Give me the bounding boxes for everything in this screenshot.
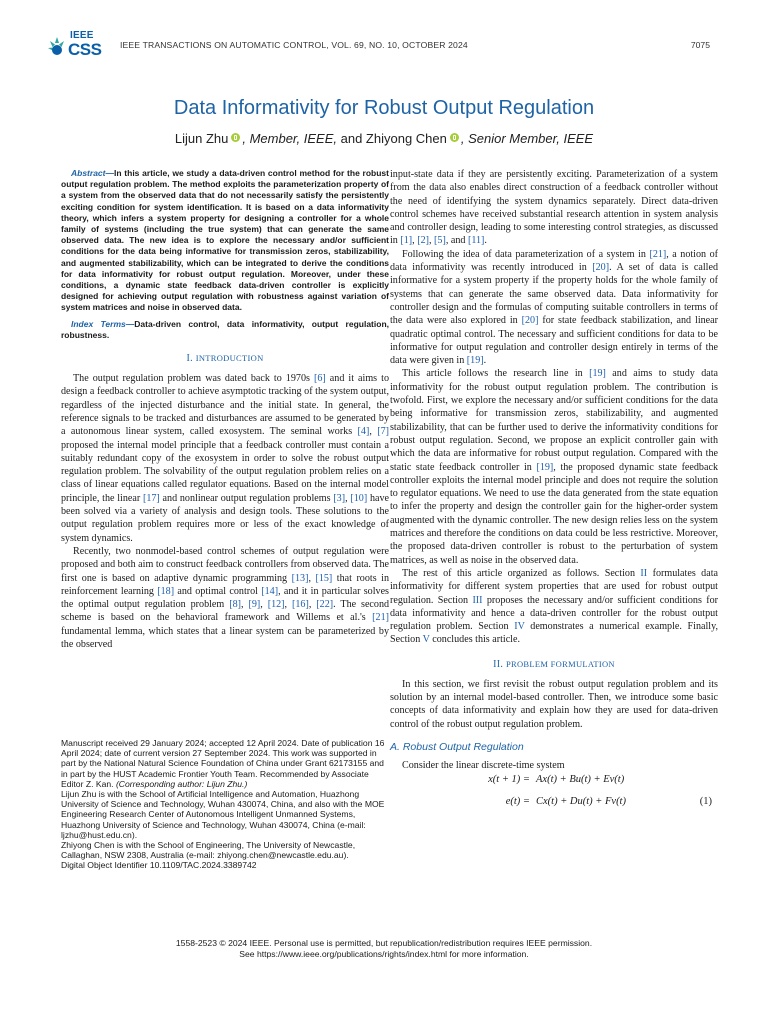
citation-link[interactable]: [21] <box>649 248 667 260</box>
abstract-text: In this article, we study a data-driven control method for the robust output regulation problem. The method exploits the parameterization property of a system from the observed data that do not necessarily satisfy the persistently exciting condition for system identification. It is based on a data informativity theory, which infers a system property for designing a controller for a whole family of systems (including the true system) that can generate the same observed data. The new idea is to explore the necessary and/or sufficient conditions for the data being informative for transmission zeros, stabilizability, and augmented stabilizability, which can be integrated to derive the conditions for data informativity for robust output regulation. Moreover, under these conditions, a dynamic state feedback data-driven controller is explicitly designed for achieving output regulation with robustness against variation of system matrices and noise in observed data. <box>61 168 389 313</box>
text: Recently, two nonmodel-based control schemes of output regulation were proposed and both aim to construct feedback controllers from observed data. The first one is based on adaptive dynamic programming <box>61 545 389 584</box>
text: Manuscript received 29 January 2024; accepted 12 April 2024. Date of publication 16 April 2024; date of current version 27 September 2024. This work was supported in part by the National Natural Science Foundation of China under Grant 62173155 and in part by the HUST Academic Frontier Youth Team. Recommended by Associate Editor Z. Kan. <box>61 738 385 789</box>
index-terms-text: Data-driven control, data informativity, output regulation, robustness. <box>61 318 389 340</box>
text: , <box>345 492 351 504</box>
citation-link[interactable]: [21] <box>372 612 389 624</box>
abstract <box>61 168 389 314</box>
subsection-paragraph: Consider the linear discrete-time system <box>402 759 565 771</box>
citation-link[interactable]: [19] <box>536 461 554 473</box>
intro-paragraph-5 <box>390 567 718 647</box>
text: The rest of this article organized as follows. Section <box>402 567 641 579</box>
equation-rhs: Cx(t) + Du(t) + Fv(t) <box>536 796 626 808</box>
equation-lhs: x(t + 1) = <box>488 774 530 786</box>
citation-link[interactable]: [5] <box>434 235 446 247</box>
text: , <box>260 599 268 611</box>
left-column <box>61 168 389 651</box>
citation-link[interactable]: [14] <box>261 585 279 597</box>
citation-link[interactable]: [16] <box>292 599 309 611</box>
text: concludes this article. <box>429 634 520 646</box>
orcid-icon[interactable] <box>231 133 240 142</box>
citation-link[interactable]: [4] <box>357 426 370 438</box>
author-2-name: and Zhiyong Chen <box>337 131 447 146</box>
citation-link[interactable]: [13] <box>291 572 309 584</box>
subsection-heading: A. Robust Output Regulation <box>390 740 524 753</box>
first-page-footnote <box>61 738 389 871</box>
citation-link[interactable]: [22] <box>316 599 334 611</box>
citation-link[interactable]: [10] <box>350 492 368 504</box>
copyright-footer <box>0 938 768 960</box>
citation-link[interactable]: [19] <box>589 368 606 380</box>
citation-link[interactable]: [11] <box>467 235 485 247</box>
copyright-line: 1558-2523 © 2024 IEEE. Personal use is permitted, but republication/redistribution requires IEEE permission. <box>175 938 593 948</box>
text: The output regulation problem was dated back to 1970s <box>73 373 314 385</box>
section-title: PROBLEM FORMULATION <box>505 658 615 669</box>
section-heading-introduction <box>61 353 389 364</box>
footnote-affiliation-2: Zhiyong Chen is with the School of Engineering, The University of Newcastle, Callaghan, NSW 2308, Australia (e-mail: zhiyong.chen@newcastle.edu.au). <box>61 840 356 861</box>
index-terms-lead: Index Terms— <box>71 318 135 329</box>
section-number: II. <box>493 658 506 670</box>
text: . <box>483 355 487 367</box>
text: input-state data if they are persistently exciting. Parameterization of a system from the data also enables direct construction of a feedback controller without the need of identifying the system dynamics separately. Direct data-driven control schemes have received substantial research attention in system analysis and controller design, leading to some interesting control strategies, as discussed in <box>390 169 718 247</box>
intro-paragraph-4 <box>390 367 718 566</box>
author-2-role: , Senior Member, IEEE <box>460 131 594 146</box>
citation-link[interactable]: [9] <box>248 599 261 611</box>
citation-link[interactable]: [7] <box>377 426 390 438</box>
section-title: INTRODUCTION <box>195 353 264 364</box>
text: , the proposed dynamic state feedback controller exploits the internal model principle and does not require the solution to regulator equations. We need to use the data generated from the state equation to infer the property and design the controller gain for the higher-order system augmented with the dynamic controller. The new design relies less on the system matrices and therefore the conditions on data could be less restrictive. Moreover, the proposed data-driven controller is robust to the perturbation of system matrices, as well as noise in the observed data. <box>390 461 718 566</box>
page-header <box>46 28 718 62</box>
equation-rhs: Ax(t) + Bu(t) + Ev(t) <box>536 774 625 786</box>
text: and it aims to design a feedback controller to achieve asymptotic tracking of the system output, regardless of the injected disturbance and the initial state. In general, the reference signals to be tracked and disturbances are assumed to be generated by a autonomous linear system, called exosystem. The seminal works <box>61 373 389 438</box>
logo-ieee-text: IEEE <box>70 30 94 41</box>
paper-title: Data Informativity for Robust Output Regulation <box>173 97 595 119</box>
section-number: I. <box>186 353 196 365</box>
citation-link[interactable]: [2] <box>417 235 429 247</box>
text: This article follows the research line in <box>402 368 590 380</box>
text: , <box>308 599 317 611</box>
section-link[interactable]: III <box>472 594 483 606</box>
text: demonstrates a numerical example. Finally, Section <box>390 621 718 646</box>
text: , <box>240 599 249 611</box>
orcid-icon[interactable] <box>450 133 459 142</box>
index-terms <box>61 319 389 341</box>
logo-css-text: CSS <box>68 40 102 59</box>
text: , a notion of data informativity was recently introduced in <box>390 248 718 274</box>
section2-paragraph: In this section, we first revisit the robust output regulation problem and its solution by an internal model-based controller. Then, we introduce some basic concepts of data informativity and explain how they are used for data-driven control of the robust output regulation problem. <box>390 678 718 730</box>
author-1-role: , Member, IEEE, <box>242 131 338 146</box>
section-link[interactable]: II <box>640 567 648 579</box>
right-column <box>390 168 718 818</box>
citation-link[interactable]: [8] <box>229 599 241 611</box>
intro-paragraph-2-cont <box>390 168 718 248</box>
text: proposes the necessary and/or sufficient conditions for data informativity and hence a data-driven controller for the robust output regulation problem. Section <box>390 594 718 633</box>
text: proposed the internal model principle that a feedback controller must contain a suitably redundant copy of the exosystem in order to solve the robust output regulation problem. The solvability of the output regulation problem relies on a class of linear equations called regulator equations. Based on the internal model principle, the linear <box>61 439 389 504</box>
equation-line-2 <box>390 796 718 818</box>
footnote-affiliation-1: Lijun Zhu is with the School of Artificial Intelligence and Automation, Huazhong University of Science and Technology, Wuhan 430074, China, and also with the MOE Engineering Research Center of Autonomous Intelligent Unmanned Systems, Huazhong University of Science and Technology, Wuhan 430074, China (e-mail: ljzhu@hust.edu.cn). <box>61 789 385 840</box>
text: for state feedback stabilization, and linear quadratic optimal control. The necessary and sufficient conditions for data to be informative for output regulation and controller design entirely in terms of the data were given in <box>390 315 718 367</box>
logo-sun-icon <box>46 35 68 57</box>
text: Following the idea of data parameterization of a system in <box>402 248 650 260</box>
equation-line-1 <box>390 774 718 796</box>
text: , and it in particular solves the optimal output regulation problem <box>61 585 389 611</box>
text: fundamental lemma, which states that a linear system can be parameterized by the observed <box>61 625 389 650</box>
citation-link[interactable]: [3] <box>333 492 346 504</box>
text: , <box>428 235 435 247</box>
equation-number: (1) <box>699 796 712 808</box>
footnote-doi: Digital Object Identifier 10.1109/TAC.2024.3389742 <box>61 860 257 871</box>
text: formulates data informativity for different system properties that are used for robust output regulation. Section <box>390 567 718 606</box>
intro-paragraph-1 <box>61 372 389 545</box>
text: . A set of data is called informative for a system property if the property holds for the whole family of systems that can generate the same observed data. Data informativity for controller design and the formulas of computing suitable controllers in terms of the data were also explored in <box>390 262 718 327</box>
footnote-manuscript <box>61 738 389 789</box>
text: , <box>284 599 292 611</box>
text: , and <box>445 235 468 247</box>
abstract-lead: Abstract— <box>71 168 114 178</box>
citation-link[interactable]: [1] <box>400 235 413 247</box>
section-link[interactable]: V <box>422 634 430 646</box>
page-number: 7075 <box>690 40 710 50</box>
author-line <box>0 131 768 146</box>
citation-link[interactable]: [20] <box>521 315 539 327</box>
intro-paragraph-2 <box>61 545 389 651</box>
intro-paragraph-3 <box>390 248 718 368</box>
journal-citation: IEEE TRANSACTIONS ON AUTOMATIC CONTROL, VOL. 69, NO. 10, OCTOBER 2024 <box>120 40 468 50</box>
corresponding-author: (Corresponding author: Lijun Zhu.) <box>115 778 248 789</box>
text: and nonlinear output regulation problems <box>159 492 334 504</box>
text: that roots in reinforcement learning <box>61 572 389 597</box>
equation-lhs: e(t) = <box>505 796 530 808</box>
citation-link[interactable]: [19] <box>466 355 484 367</box>
ieee-css-logo <box>46 28 108 60</box>
citation-link[interactable]: [17] <box>142 492 160 504</box>
text: , <box>369 426 378 438</box>
author-1-name: Lijun Zhu <box>174 131 229 146</box>
text: . <box>484 235 487 247</box>
citation-link[interactable]: [15] <box>315 572 333 584</box>
rights-link-line: See https://www.ieee.org/publications/rights/index.html for more information. <box>239 949 529 959</box>
citation-link[interactable]: [6] <box>313 373 326 385</box>
citation-link[interactable]: [18] <box>157 585 175 597</box>
text: , <box>308 572 316 584</box>
section-link[interactable]: IV <box>514 621 525 633</box>
text: have been solved via a variety of analysis and design tools. These solutions to the output regulation problem requires more or less of the exact knowledge of system dynamics. <box>61 492 389 544</box>
citation-link[interactable]: [12] <box>267 599 285 611</box>
section-heading-problem-formulation <box>390 659 718 670</box>
text: . The second scheme is based on the behavioral framework and Willems et al.'s <box>61 599 390 624</box>
citation-link[interactable]: [20] <box>592 262 610 274</box>
text: and optimal control <box>174 585 262 597</box>
text: , <box>412 235 418 247</box>
text: and aims to study data informativity for the robust output regulation problem. The contribution is twofold. First, we explore the necessary and/or sufficient conditions for the data being informative for transmission zeros, stabilizability, and augmented stabilizability, that can be further used to derive the informativity conditions for robust output regulation. Second, we propose an explicit controller gain with which the data are informative for robust output regulation. Compared with the static state feedback controller in <box>390 368 719 473</box>
